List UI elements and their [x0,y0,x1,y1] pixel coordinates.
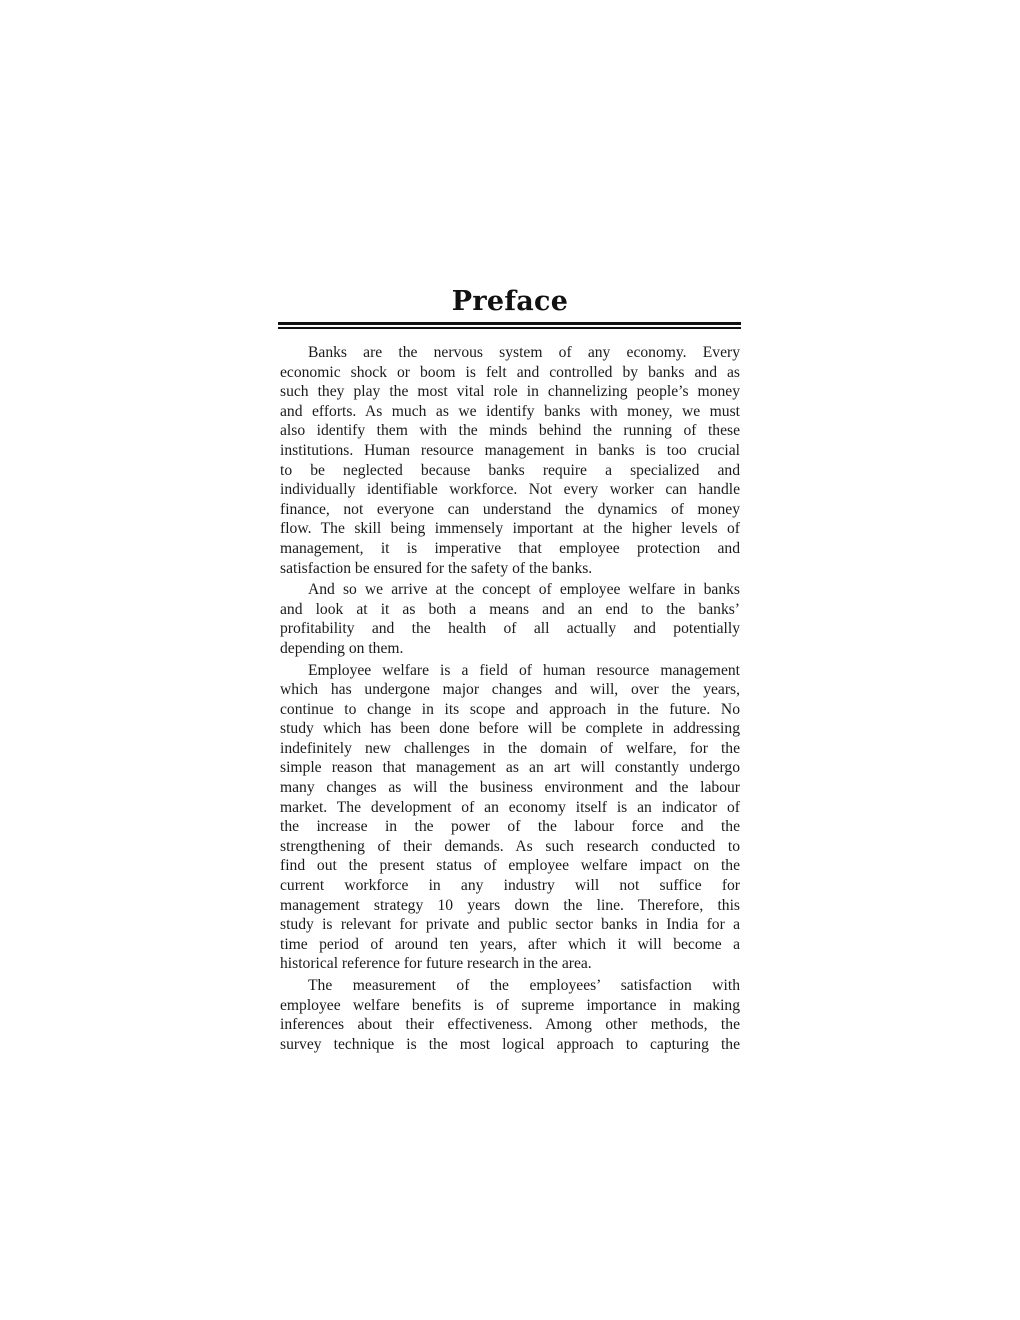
text-line: Employee welfare is a field of human resource management [308,661,740,679]
text-line: continue to change in its scope and approach in the future. No [280,700,740,718]
text-line: management, it is imperative that employee protection and [280,539,740,557]
paragraph [280,976,740,1054]
text-line: which has undergone major changes and will, over the years, [280,681,740,699]
title-rule-thick [278,322,741,325]
text-line: satisfaction be ensured for the safety of the banks. [280,559,593,577]
text-line: market. The development of an economy itself is an indicator of [280,798,740,816]
preface-body [280,343,740,1056]
text-line: survey technique is the most logical approach to capturing the [280,1035,740,1053]
paragraph [280,343,740,578]
text-line: flow. The skill being immensely important at the higher levels of [280,520,740,538]
text-line: to be neglected because banks require a specialized and [280,461,740,479]
text-line: profitability and the health of all actually and potentially [280,620,740,638]
text-line: individually identifiable workforce. Not every worker can handle [280,481,740,499]
text-line: depending on them. [280,639,404,657]
text-line: and efforts. As much as we identify banks with money, we must [280,402,740,420]
paragraph [280,661,740,975]
text-line: inferences about their effectiveness. Among other methods, the [280,1016,740,1034]
text-line: strengthening of their demands. As such research conducted to [280,837,740,855]
text-line: Banks are the nervous system of any economy. Every [308,344,740,361]
text-line: economic shock or boom is felt and controlled by banks and as [280,363,740,381]
text-line: management strategy 10 years down the line. Therefore, this [280,896,740,914]
text-line: indefinitely new challenges in the domain of welfare, for the [280,739,740,757]
text-line: finance, not everyone can understand the dynamics of money [280,500,740,518]
text-line: find out the present status of employee welfare impact on the [280,857,740,875]
text-line: current workforce in any industry will not suffice for [280,877,740,895]
text-line: the increase in the power of the labour force and the [280,818,740,836]
text-line: simple reason that management as an art will constantly undergo [280,759,740,777]
text-line: study which has been done before will be complete in addressing [280,720,740,738]
text-line: And so we arrive at the concept of employee welfare in banks [308,581,740,599]
paragraph [280,580,740,658]
page-title: Preface [451,286,569,317]
text-line: study is relevant for private and public sector banks in India for a [280,916,740,934]
text-line: employee welfare benefits is of supreme importance in making [280,996,740,1014]
text-line: also identify them with the minds behind the running of these [280,422,740,440]
text-line: The measurement of the employees’ satisfaction with [308,977,740,994]
title-rule-thin [278,327,741,329]
text-line: time period of around ten years, after which it will become a [280,935,740,953]
text-line: historical reference for future research in the area. [280,955,592,973]
text-line: and look at it as both a means and an end to the banks’ [280,600,740,618]
text-line: such they play the most vital role in channelizing people’s money [280,383,740,401]
text-line: many changes as will the business environment and the labour [280,779,740,797]
text-line: institutions. Human resource management in banks is too crucial [280,441,740,459]
